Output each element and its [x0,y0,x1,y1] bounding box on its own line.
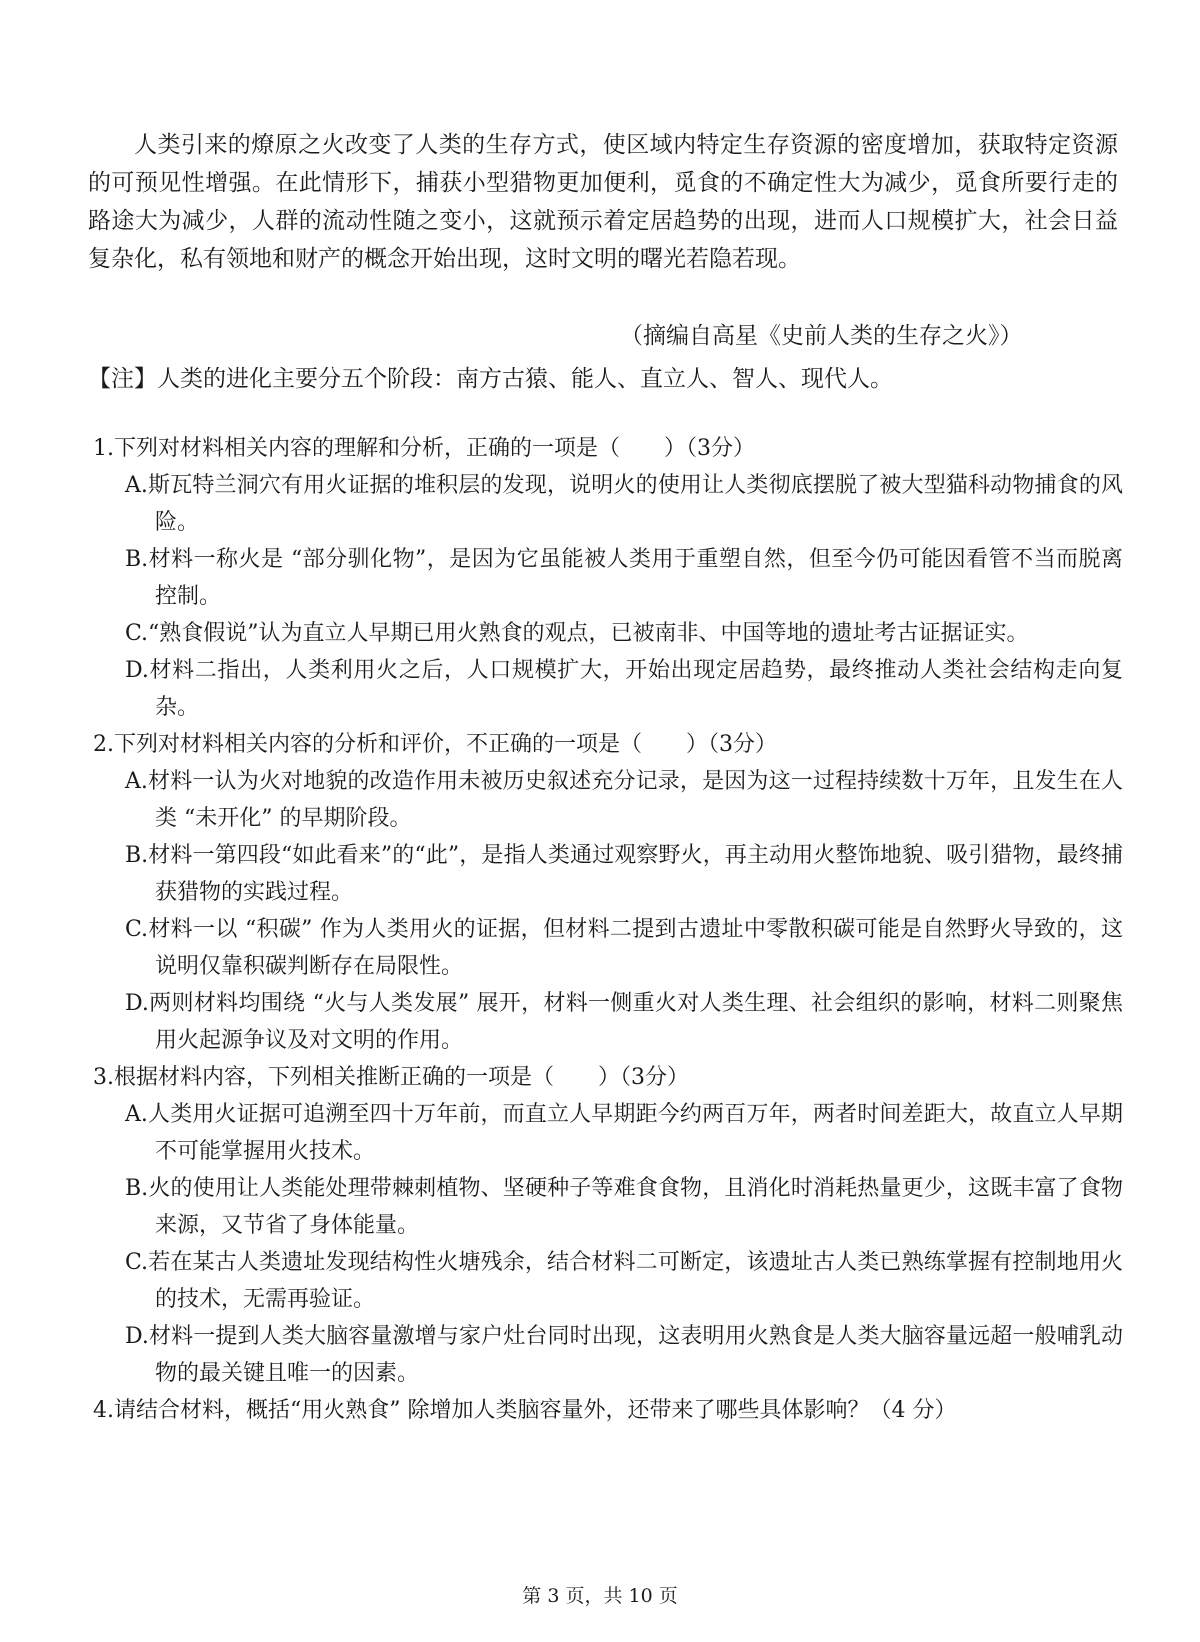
option-a: A.人类用火证据可追溯至四十万年前，而直立人早期距今约两百万年，两者时间差距大，故直立人早期不可能掌握用火技术。 [125,1102,1123,1164]
question-1 [93,430,1123,726]
option-d: D.两则材料均围绕 “火与人类发展” 展开，材料一侧重火对人类生理、社会组织的影响，材料二则聚焦用火起源争议及对文明的作用。 [125,991,1123,1053]
passage-note: 【注】人类的进化主要分五个阶段：南方古猿、能人、直立人、智人、现代人。 [88,366,893,392]
page-footer: 第 3 页，共 10 页 [522,1585,678,1607]
option-b: B.火的使用让人类能处理带棘刺植物、坚硬种子等难食食物，且消化时消耗热量更少，这既丰富了食物来源，又节省了身体能量。 [125,1176,1123,1238]
passage-paragraph: 人类引来的燎原之火改变了人类的生存方式，使区域内特定生存资源的密度增加，获取特定资源的可预见性增强。在此情形下，捕获小型猎物更加便利，觅食的不确定性大为减少，觅食所要行走的路途大为减少，人群的流动性随之变小，这就预示着定居趋势的出现，进而人口规模扩大，社会日益复杂化，私有领地和财产的概念开始出现，这时文明的曙光若隐若现。 [88,132,1118,272]
question-2 [93,726,1123,1059]
question-3 [93,1059,1123,1392]
option-d: D.材料二指出，人类利用火之后，人口规模扩大，开始出现定居趋势，最终推动人类社会结构走向复杂。 [125,658,1123,720]
option-d: D.材料一提到人类大脑容量激增与家户灶台同时出现，这表明用火熟食是人类大脑容量远超一般哺乳动物的最关键且唯一的因素。 [125,1324,1123,1386]
option-b: B.材料一第四段“如此看来”的“此”，是指人类通过观察野火，再主动用火整饰地貌、吸引猎物，最终捕获猎物的实践过程。 [125,843,1123,905]
question-stem: 4.请结合材料，概括“用火熟食” 除增加人类脑容量外，还带来了哪些具体影响？（4 分） [93,1398,957,1423]
question-stem: 1.下列对材料相关内容的理解和分析，正确的一项是（ ）（3分） [93,436,755,461]
option-a: A.斯瓦特兰洞穴有用火证据的堆积层的发现，说明火的使用让人类彻底摆脱了被大型猫科动物捕食的风险。 [125,473,1123,535]
option-c: C.“熟食假说”认为直立人早期已用火熟食的观点，已被南非、中国等地的遗址考古证据证实。 [125,621,1029,646]
option-b: B.材料一称火是 “部分驯化物”，是因为它虽能被人类用于重塑自然，但至今仍可能因看管不当而脱离控制。 [125,547,1123,609]
passage-source: （摘编自高星《史前人类的生存之火》） [620,323,1023,349]
question-4 [93,1392,1123,1429]
option-c: C.材料一以 “积碳” 作为人类用火的证据，但材料二提到古遗址中零散积碳可能是自然野火导致的，这说明仅靠积碳判断存在局限性。 [125,917,1123,979]
option-a: A.材料一认为火对地貌的改造作用未被历史叙述充分记录，是因为这一过程持续数十万年，且发生在人类 “未开化” 的早期阶段。 [125,769,1123,831]
option-c: C.若在某古人类遗址发现结构性火塘残余，结合材料二可断定，该遗址古人类已熟练掌握有控制地用火的技术，无需再验证。 [125,1250,1123,1312]
question-stem: 3.根据材料内容，下列相关推断正确的一项是（ ）（3分） [93,1065,689,1090]
question-stem: 2.下列对材料相关内容的分析和评价，不正确的一项是（ ）（3分） [93,732,777,757]
question-list [93,430,1123,1429]
